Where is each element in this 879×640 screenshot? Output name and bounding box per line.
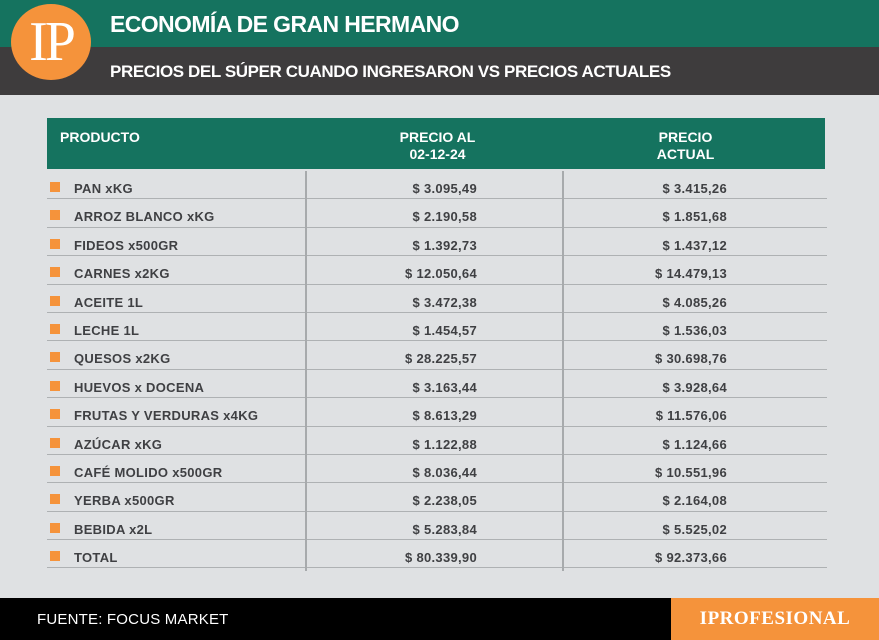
row-bullet	[50, 466, 60, 476]
price-initial: $ 3.095,49	[412, 181, 477, 196]
price-current: $ 14.479,13	[655, 266, 727, 282]
row-bullet	[50, 267, 60, 277]
row-bullet	[50, 296, 60, 306]
table-row	[47, 398, 827, 426]
price-table	[47, 171, 827, 568]
page-title: ECONOMÍA DE GRAN HERMANO	[110, 11, 459, 37]
row-bullet	[50, 523, 60, 533]
source-label: FUENTE: FOCUS MARKET	[37, 611, 229, 628]
table-row	[47, 427, 827, 455]
row-bullet	[50, 409, 60, 419]
price-current: $ 92.373,66	[655, 550, 727, 566]
product-name: BEBIDA x2L	[74, 521, 153, 537]
column-header-price-current: PRECIO ACTUAL	[656, 129, 715, 162]
row-bullet	[50, 210, 60, 220]
price-initial: $ 28.225,57	[405, 351, 477, 367]
row-bullet	[50, 551, 60, 561]
table-row	[47, 256, 827, 284]
price-initial: $ 8.613,29	[412, 408, 477, 424]
price-initial: $ 1.122,88	[412, 436, 477, 452]
price-current: $ 3.415,26	[662, 181, 727, 196]
table-row	[47, 285, 827, 313]
price-current: $ 1.851,68	[662, 209, 727, 225]
product-name: TOTAL	[74, 550, 118, 566]
row-bullet	[50, 239, 60, 249]
table-row	[47, 313, 827, 341]
table-row	[47, 455, 827, 483]
product-name: PAN xKG	[74, 181, 133, 196]
column-divider	[562, 171, 564, 571]
brand-logo: IPROFESIONAL	[671, 598, 879, 640]
column-divider	[305, 171, 307, 571]
table-row	[47, 370, 827, 398]
price-initial: $ 3.163,44	[412, 379, 477, 395]
column-header-price-initial: PRECIO AL 02-12-24	[399, 129, 476, 162]
price-current: $ 1.124,66	[662, 436, 727, 452]
product-name: QUESOS x2KG	[74, 351, 171, 367]
table-row	[47, 199, 827, 227]
price-current: $ 1.437,12	[662, 237, 727, 253]
table-row	[47, 540, 827, 568]
row-bullet	[50, 494, 60, 504]
table-row	[47, 171, 827, 199]
product-name: CAFÉ MOLIDO x500GR	[74, 464, 223, 480]
product-name: YERBA x500GR	[74, 493, 175, 509]
product-name: ACEITE 1L	[74, 294, 144, 310]
product-name: HUEVOS x DOCENA	[74, 379, 205, 395]
price-initial: $ 80.339,90	[405, 550, 477, 566]
price-initial: $ 1.454,57	[412, 322, 477, 338]
price-initial: $ 2.190,58	[412, 209, 477, 225]
price-initial: $ 8.036,44	[412, 464, 477, 480]
row-bullet	[50, 352, 60, 362]
price-initial: $ 1.392,73	[412, 237, 477, 253]
price-current: $ 11.576,06	[655, 408, 727, 424]
row-bullet	[50, 324, 60, 334]
price-initial: $ 5.283,84	[412, 521, 477, 537]
price-current: $ 4.085,26	[662, 294, 727, 310]
row-bullet	[50, 182, 60, 192]
column-header-product: PRODUCTO	[60, 129, 140, 145]
table-row	[47, 512, 827, 540]
ip-logo: IP	[11, 4, 91, 80]
price-initial: $ 12.050,64	[405, 266, 477, 282]
page-subtitle: PRECIOS DEL SÚPER CUANDO INGRESARON VS PRECIOS ACTUALES	[110, 62, 671, 81]
row-bullet	[50, 381, 60, 391]
price-current: $ 3.928,64	[662, 379, 727, 395]
price-initial: $ 3.472,38	[412, 294, 477, 310]
table-header	[47, 118, 825, 169]
row-bullet	[50, 438, 60, 448]
price-current: $ 30.698,76	[655, 351, 727, 367]
table-row	[47, 483, 827, 511]
product-name: FIDEOS x500GR	[74, 237, 179, 253]
product-name: LECHE 1L	[74, 322, 140, 338]
price-initial: $ 2.238,05	[412, 493, 477, 509]
price-current: $ 5.525,02	[662, 521, 727, 537]
product-name: FRUTAS Y VERDURAS x4KG	[74, 408, 259, 424]
table-row	[47, 228, 827, 256]
price-current: $ 10.551,96	[655, 464, 727, 480]
product-name: ARROZ BLANCO xKG	[74, 209, 215, 225]
table-row	[47, 341, 827, 369]
product-name: CARNES x2KG	[74, 266, 170, 282]
product-name: AZÚCAR xKG	[74, 436, 163, 452]
price-current: $ 1.536,03	[662, 322, 727, 338]
price-current: $ 2.164,08	[662, 493, 727, 509]
